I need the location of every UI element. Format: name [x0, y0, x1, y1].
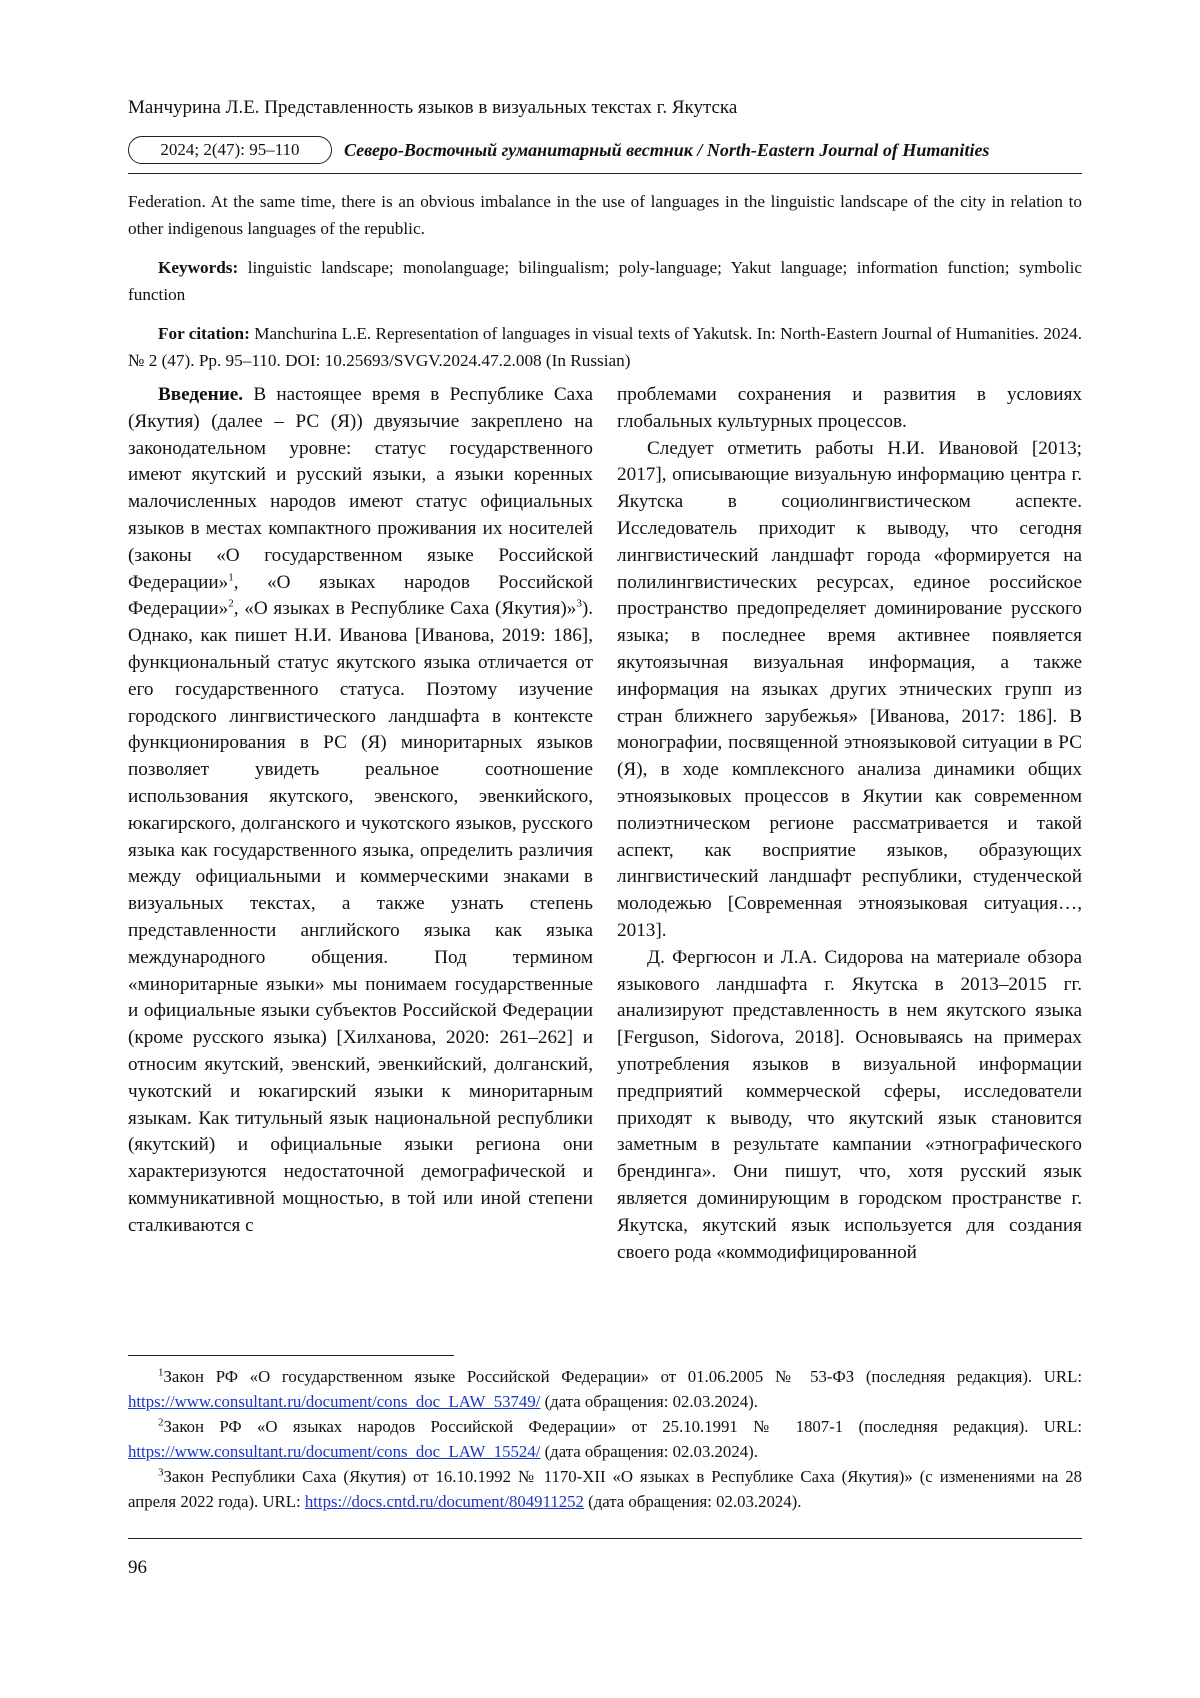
body-paragraph: Следует отметить работы Н.И. Ивановой [2013; 2017], описывающие визуальную информацию центра г. Якутска в социолингвистическом аспекте. Исследователь приходит к выводу, что сегодня лингвистический ландшафт города «формируется на полилингвистических ресурсах, единое российское пространство предопределяет доминирование русского языка; в последнее время активнее появляется якутоязычная визуальная информация, а также информация на языках других этнических групп из стран ближнего зарубежья» [Иванова, 2017: 186]. В монографии, посвященной этноязыковой ситуации в РС (Я), в ходе комплексного анализа динамики общих этноязыковых процессов в Якутии как современном полиэтническом регионе рассматривается и такой аспект, как восприятие языков, образующих лингвистический ландшафт республики, студенческой молодежью [Современная этноязыковая ситуация…, 2013]. [617, 437, 1082, 941]
citation [128, 320, 1082, 374]
page-number: 96 [128, 1557, 147, 1578]
footnote-access-date: (дата обращения: 02.03.2024). [540, 1442, 758, 1461]
intro-text-b: , «О языках народов Российской Федерации» [128, 571, 593, 620]
body-paragraph: Д. Фергюсон и Л.А. Сидорова на материале обзора языкового ландшафта г. Якутска в 2013–2015 гг. анализируют представленность в нем якутского языка [Ferguson, Sidorova, 2018]. Основываясь на примерах употребления языков в визуальной информации предприятий коммерческой сферы, исследователи приходят к выводу, что якутский язык становится заметным в результате кампании «этнографического брендинга». Они пишут, что, хотя русский язык является доминирующим в городском пространстве г. Якутска, якутский язык используется для создания своего рода «коммодифицированной [617, 946, 1082, 1263]
body-column-right [617, 382, 1082, 1266]
footnote-3 [128, 1464, 1082, 1514]
footnote-mark: 3 [158, 1466, 164, 1479]
citation-label: For citation: [158, 324, 250, 343]
footnotes [128, 1364, 1082, 1514]
footnote-link[interactable]: https://www.consultant.ru/document/cons_doc_LAW_53749/ [128, 1392, 541, 1411]
abstract-tail: Federation. At the same time, there is an obvious imbalance in the use of languages in the linguistic landscape of the city in relation to other indigenous languages of the republic. [128, 192, 1082, 238]
footnote-text: Закон РФ «О государственном языке Российской Федерации» от 01.06.2005 № 53-ФЗ (последняя редакция). URL: [163, 1367, 1082, 1386]
footnote-text: Закон РФ «О языках народов Российской Федерации» от 25.10.1991 № 1807-1 (последняя редакция). URL: [163, 1417, 1082, 1436]
footnote-divider [128, 1355, 454, 1356]
keywords [128, 254, 1082, 308]
footnote-ref-3[interactable]: 3 [576, 597, 582, 610]
footer-divider [128, 1538, 1082, 1539]
footnote-text: Закон Республики Саха (Якутия) от 16.10.1992 № 1170-XII «О языках в Республике Саха (Якутия)» (с изменениями на 28 апреля 2022 года). URL: [128, 1467, 1082, 1511]
footnote-mark: 1 [158, 1366, 164, 1379]
footnote-ref-1[interactable]: 1 [228, 571, 234, 584]
intro-text-d: ). Однако, как пишет Н.И. Иванова [Иванова, 2019: 186], функциональный статус якутского языка отличается от его государственного статуса. Поэтому изучение городского лингвистического ландшафта в контексте функционирования в РС (Я) миноритарных языков позволяет увидеть реальное соотношение использования якутского, эвенского, эвенкийского, юкагирского, долганского и чукотского языков, русского языка как государственного языка, определить различия между официальными и коммерческими знаками в визуальных текстах, а также узнать степень представленности английского языка как языка международного общения. Под термином «миноритарные языки» мы понимаем государственные и официальные языки субъектов Российской Федерации (кроме русского языка) [Хилханова, 2020: 261–262] и относим якутский, эвенский, эвенкийский, долганский, чукотский и юкагирский языки к миноритарным языкам. Как титульный язык национальной республики (якутский) и официальные языки региона они характеризуются недостаточной демографической и коммуникативной мощностью, в той или иной степени сталкиваются с [128, 598, 593, 1236]
body-paragraph: проблемами сохранения и развития в условиях глобальных культурных процессов. [617, 384, 1082, 432]
header-divider [128, 173, 1082, 174]
abstract-section [128, 188, 1082, 386]
footnote-ref-2[interactable]: 2 [228, 597, 234, 610]
footnote-1 [128, 1364, 1082, 1414]
running-title: Манчурина Л.Е. Представленность языков в визуальных текстах г. Якутска [128, 97, 738, 118]
keywords-label: Keywords: [158, 258, 239, 277]
footnote-link[interactable]: https://www.consultant.ru/document/cons_doc_LAW_15524/ [128, 1442, 541, 1461]
footnote-access-date: (дата обращения: 02.03.2024). [583, 1492, 802, 1511]
intro-label: Введение. [158, 384, 244, 405]
issue-badge: 2024; 2(47): 95–110 [128, 136, 332, 164]
footnote-access-date: (дата обращения: 02.03.2024). [540, 1392, 758, 1411]
journal-bar [128, 136, 1082, 168]
footnote-link[interactable]: https://docs.cntd.ru/document/804911252 [304, 1492, 584, 1511]
citation-text: Manchurina L.E. Representation of languages in visual texts of Yakutsk. In: North-Eastern Journal of Humanities. 2024. № 2 (47). Pp. 95–110. DOI: 10.25693/SVGV.2024.47.2.008 (In Russian) [128, 324, 1082, 370]
journal-name: Северо-Восточный гуманитарный вестник / North-Eastern Journal of Humanities [344, 140, 990, 160]
footnote-mark: 2 [158, 1416, 164, 1429]
footnote-2 [128, 1414, 1082, 1464]
keywords-text: linguistic landscape; monolanguage; bilingualism; poly-language; Yakut language; information function; symbolic function [128, 258, 1082, 304]
intro-paragraph [128, 382, 593, 1240]
body-column-left [128, 382, 593, 1240]
intro-text-c: , «О языках в Республике Саха (Якутия)» [233, 598, 577, 620]
intro-text-a: В настоящее время в Республике Саха (Якутия) (далее – РС (Я)) двуязычие закреплено на законодательном уровне: статус государственного имеют якутский и русский языки, а языки коренных малочисленных народов имеют статус официальных языков в местах компактного проживания их носителей (законы «О государственном языке Российской Федерации» [128, 384, 593, 593]
